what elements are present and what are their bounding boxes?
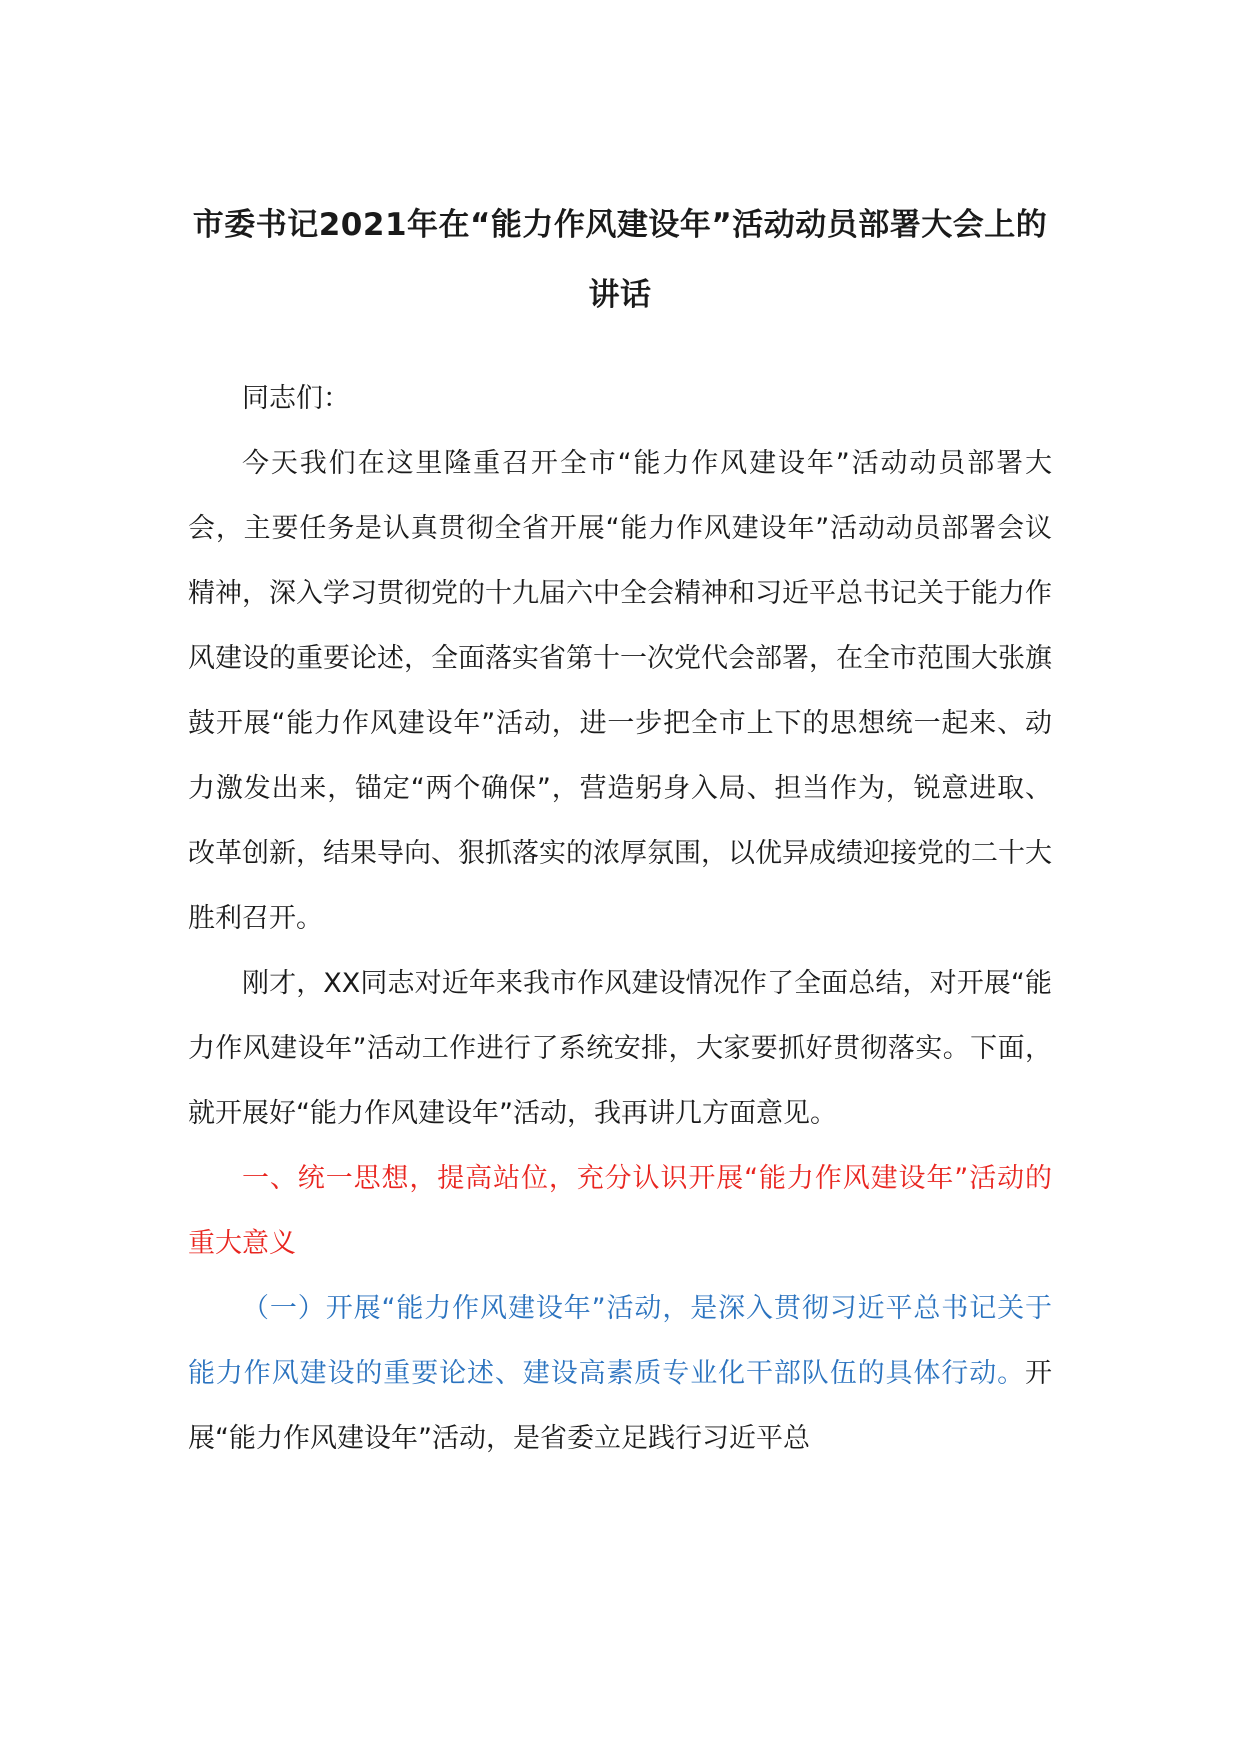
- paragraph-subsection-1-text: 开展“能力作风建设年”活动，是省委立足践行习近平总: [188, 1358, 1052, 1454]
- paragraph-intro: 今天我们在这里隆重召开全市“能力作风建设年”活动动员部署大会，主要任务是认真贯彻全省开展“能力作风建设年”活动动员部署会议精神，深入学习贯彻党的十九届六中全会精神和习近平总书记关于能力作风建设的重要论述，全面落实省第十一次党代会部署，在全市范围大张旗鼓开展“能力作风建设年”活动，进一步把全市上下的思想统一起来、动力激发出来，锚定“两个确保”，营造躬身入局、担当作为，锐意进取、改革创新，结果导向、狠抓落实的浓厚氛围，以优异成绩迎接党的二十大胜利召开。: [188, 448, 1052, 934]
- paragraph-summary: 刚才，XX同志对近年来我市作风建设情况作了全面总结，对开展“能力作风建设年”活动工作进行了系统安排，大家要抓好贯彻落实。下面，就开展好“能力作风建设年”活动，我再讲几方面意见。: [188, 968, 1052, 1129]
- subsection-heading-1: （一）开展“能力作风建设年”活动，是深入贯彻习近平总书记关于能力作风建设的重要论述、建设高素质专业化干部队伍的具体行动。: [188, 1293, 1052, 1389]
- salutation: 同志们：: [242, 383, 350, 414]
- document-title: 市委书记2021年在“能力作风建设年”活动动员部署大会上的讲话: [192, 207, 1048, 313]
- document-page: [188, 190, 1052, 1471]
- paragraph-subsection-1: [188, 1276, 1052, 1471]
- section-heading-1: 一、统一思想，提高站位，充分认识开展“能力作风建设年”活动的重大意义: [188, 1163, 1052, 1259]
- document-body: [188, 366, 1052, 1471]
